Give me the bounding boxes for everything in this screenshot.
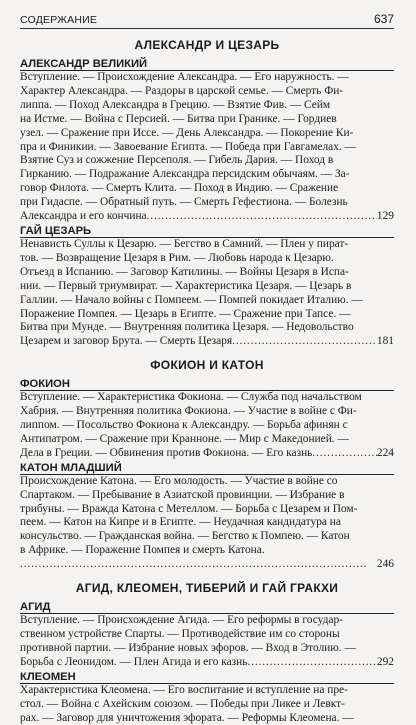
leader-dots <box>312 447 377 461</box>
summary-line: Поражение Помпея. — Цезарь в Египте. — Сражение при Тапсе. — <box>20 307 351 320</box>
summary-line: Ненависть Суллы к Цезарю. — Бегство в Самний. — Плен у пират- <box>20 237 349 250</box>
entry-heading: ГАЙ ЦЕЗАРЬ <box>20 225 394 238</box>
summary-line-with-page <box>20 335 394 349</box>
section-title: АЛЕКСАНДР И ЦЕЗАРЬ <box>134 38 280 52</box>
summary-last-text: Цезарем и заговор Брута. — Смерть Цезаря <box>20 335 233 348</box>
summary-line: Взятие Суз и сожжение Персеполя. — Гибель Дария. — Поход в <box>20 154 334 167</box>
summary-line: Хабрия. — Внутренняя политика Фокиона. — Участие в войне с Фи- <box>20 405 357 418</box>
leader-dots <box>147 210 377 224</box>
entry-heading: АГИД <box>20 601 394 614</box>
entry-heading: АЛЕКСАНДР ВЕЛИКИЙ <box>20 58 394 71</box>
entry-heading: ФОКИОН <box>20 378 394 391</box>
running-head-title: СОДЕРЖАНИЕ <box>20 14 98 26</box>
entry-summary <box>20 684 394 725</box>
summary-line: Вступление. — Происхождение Агида. — Его реформы в государ- <box>20 614 343 627</box>
entry-heading: КЛЕОМЕН <box>20 671 394 684</box>
summary-line: ственном устройстве Спарты. — Противодействие им со стороны <box>20 628 340 640</box>
summary-line: Вступление. — Характеристика Фокиона. — Служба под начальством <box>20 391 362 404</box>
summary-line: Битва при Мунде. — Внутренняя политика Цезаря. — Недовольство <box>20 321 354 334</box>
entry-summary <box>20 71 394 224</box>
summary-line: Гирканию. — Подражание Александра персидским обычаям. — За- <box>20 168 350 181</box>
summary-line: Антипатром. — Сражение при Кранноне. — Мир с Македонией. — <box>20 432 349 445</box>
summary-line: Происхождение Катона. — Его молодость. — Участие в войне со <box>20 474 338 487</box>
summary-line: Спартаком. — Пребывание в Азиатской провинции. — Избрание в <box>20 488 345 501</box>
table-of-contents <box>20 38 394 725</box>
summary-line: пеем. — Катон на Кипре и в Египте. — Неудачная кандидатура на <box>20 516 341 529</box>
summary-line: стол. — Война с Ахейским союзом. — Победы при Ликее и Левкт- <box>20 697 345 710</box>
page-number: 637 <box>373 12 394 26</box>
running-head <box>20 0 394 29</box>
summary-last-text: Александра и его кончина <box>20 210 147 223</box>
summary-line: Характеристика Клеомена. — Его воспитание и вступление на пре- <box>20 683 348 696</box>
summary-line-with-page <box>20 210 394 224</box>
summary-last-text: Борьба с Леонидом. — Плен Агида и его казнь <box>20 655 248 668</box>
entry-page-number: 129 <box>376 210 394 223</box>
summary-line: противной партии. — Избрание новых эфоров. — Вход в Этолию. — <box>20 641 356 654</box>
summary-line: Вступление. — Происхождение Александра. — Его наружность. — <box>20 71 349 83</box>
entry-page-number: 224 <box>376 446 394 459</box>
entry-summary <box>20 614 394 670</box>
summary-line: нии. — Первый триумвират. — Характеристика Цезаря. — Цезарь в <box>20 279 352 292</box>
summary-line: Галлии. — Начало войны с Помпеем. — Помпей покидает Италию. — <box>20 293 363 306</box>
entry-summary <box>20 391 394 461</box>
leader-dots <box>20 558 377 572</box>
summary-line: трибуны. — Вражда Катона с Метеллом. — Борьба с Цезарем и Пом- <box>20 502 358 515</box>
leader-dots <box>232 335 377 349</box>
summary-line-with-page <box>20 447 394 461</box>
section-title: АГИД, КЛЕОМЕН, ТИБЕРИЙ И ГАЙ ГРАКХИ <box>75 581 339 596</box>
summary-line: в Африке. — Поражение Помпея и смерть Катона. <box>20 544 265 557</box>
section-title: ФОКИОН И КАТОН <box>150 358 264 373</box>
entry-page-number: 292 <box>376 655 394 668</box>
summary-line: рах. — Заговор для уничтожения эфората. — Реформы Клеомена. — <box>20 711 354 724</box>
summary-line: тов. — Возвращение Цезаря в Рим. — Любовь народа к Цезарю. <box>20 251 334 264</box>
summary-line-with-page <box>20 656 394 670</box>
summary-line: узел. — Сражение при Иссе. — День Александра. — Покорение Ки- <box>20 126 354 139</box>
entry-page-number: 181 <box>376 335 394 348</box>
entry-page-number: 246 <box>376 558 394 571</box>
summary-line: Отъезд в Испанию. — Заговор Катилины. — Войны Цезаря в Испа- <box>20 265 349 278</box>
summary-line: липпом. — Посольство Фокиона к Александру. — Борьба афинян с <box>20 419 348 432</box>
summary-line: пра и Финикии. — Завоевание Египта. — Победа при Гавгамелах. — <box>20 140 356 153</box>
entry-summary <box>20 238 394 349</box>
summary-line: консульство. — Гражданская война. — Бегство к Помпею. — Катон <box>20 530 350 543</box>
summary-line: при Гидаспе. — Обратный путь. — Смерть Гефестиона. — Болезнь <box>20 196 348 209</box>
entry-heading: КАТОН МЛАДШИЙ <box>20 462 394 475</box>
leader-dots <box>247 656 376 670</box>
summary-line-with-page <box>20 558 394 572</box>
summary-line: говор Филота. — Смерть Клита. — Поход в Индию. — Сражение <box>20 182 339 195</box>
summary-line: липпа. — Поход Александра в Грецию. — Взятие Фив. — Сейм <box>20 98 331 111</box>
entry-summary <box>20 475 394 572</box>
summary-line: на Истме. — Война с Персией. — Битва при Гранике. — Гордиев <box>20 112 337 125</box>
summary-last-text: Дела в Греции. — Обвинения против Фокиона. — Его казнь <box>20 446 313 459</box>
summary-line: Характер Александра. — Раздоры в царской семье. — Смерть Фи- <box>20 84 344 97</box>
